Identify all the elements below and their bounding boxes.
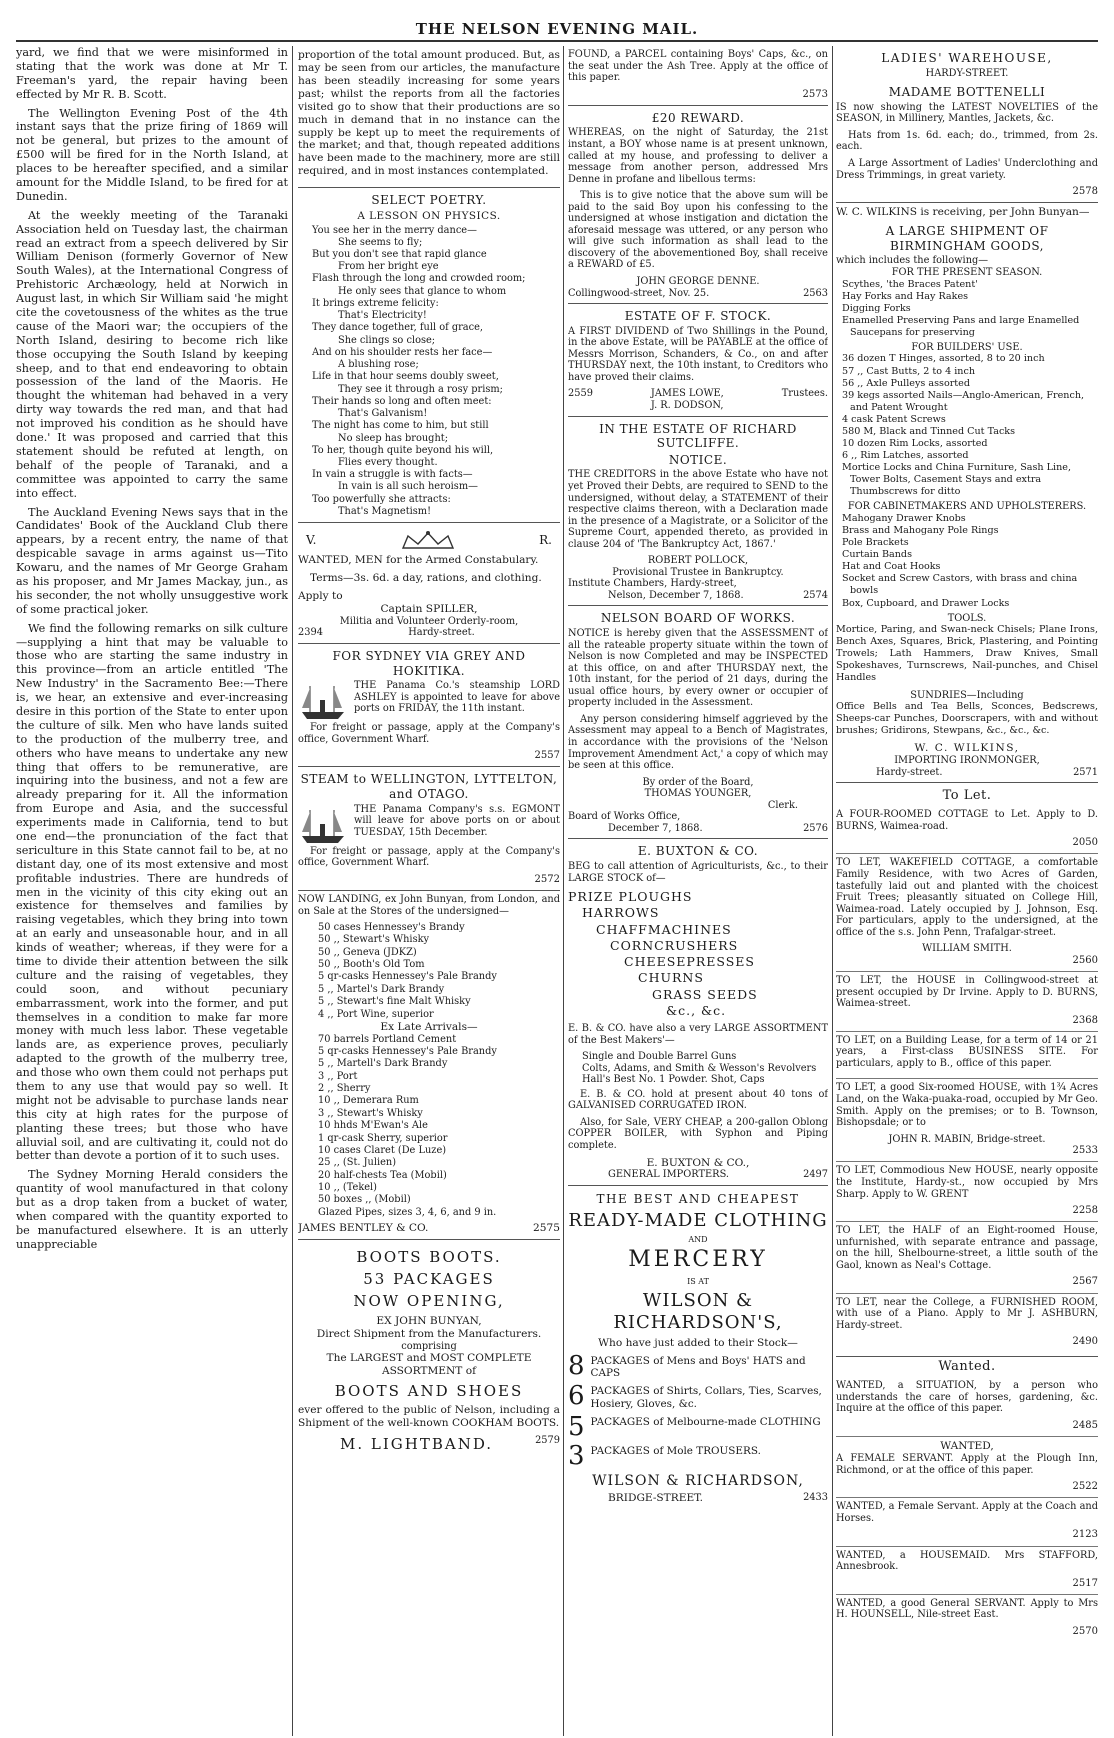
poem-line: Flash through the long and crowded room; xyxy=(312,273,526,285)
ad-number: 2533 xyxy=(1072,1145,1098,1157)
ad-signature: W. C. WILKINS, xyxy=(914,742,1020,755)
list-item: CHAFFMACHINES xyxy=(596,921,732,937)
poem-line: That's Magnetism! xyxy=(338,505,432,517)
ad-text: Apply to xyxy=(298,590,343,602)
ad-text: December 7, 1868. xyxy=(608,822,703,834)
ad-board-of-works xyxy=(568,606,828,839)
masthead xyxy=(0,0,1114,40)
ad-text: NOTICE is hereby given that the ASSESSMENT of all the rateable property situate within the town of Nelson is now Completed and may be INSPECTED at this office, on and after THURSDAY next, the 10th instant, for the period of 21 days, during the usual office hours, by every owner or occupier of property included in the Assessment. xyxy=(568,628,828,709)
ad-number: 2522 xyxy=(1072,1481,1098,1493)
list-item: Mahogany Drawer Knobs xyxy=(842,512,966,524)
ad-heading: FOR SYDNEY VIA GREY AND HOKITIKA. xyxy=(332,648,526,678)
ad-text: FOUND, a PARCEL containing Boys' Caps, &c., on the seat under the Ash Tree. Apply at the office of this paper. xyxy=(568,49,828,84)
ad-text: Collingwood-street, Nov. 25. xyxy=(568,287,710,299)
ad-subheading: Ex Late Arrivals— xyxy=(380,1020,478,1033)
ad-wilkins xyxy=(836,203,1098,783)
ad-text: TO LET, the HOUSE in Collingwood-street at present occupied by Dr Irvine. Apply to D. BURNS, Waimea-street. xyxy=(836,975,1098,1010)
poem-line: And on his shoulder rests her face— xyxy=(312,346,493,358)
poem-line: That's Electricity! xyxy=(338,310,427,322)
ad-number: 2578 xyxy=(1072,186,1098,198)
column-divider xyxy=(563,46,564,1736)
ad-text: THE Panama Company's s.s. EGMONT will leave for above ports on or about TUESDAY, 15th December. xyxy=(354,803,560,838)
article-paragraph: We find the following remarks on silk culture—supplying a hint that may be valuable to those who are starting the same industry in this province—from an article entitled 'The New Industry' in the Sacramento Bee:—There is, we hear, an extensive and ever-increasing desire in this portion of the State to enter upon the culture of silk. Men who have lands suited to the production of the mulberry tree, and others who have means to undertake any new thing that offers to be remunerative, are inquiring into the business, and not a few are already preparing for it. All the information from Europe and Asia, and the successful experiments made in California, tend to but one end—the pronunciation of the fact that sericulture in this State cannot fail to be, at no distant day, one of its most extensive and most profitable industries. There are hundreds of men in the vicinity of this city eking out an existence for themselves and families by raising vegetables, which they bring into town at an early and unseasonable hour, and in all kinds of weather; whereas, if they were for a time to divide their attention between the silk culture and the raising of vegetables, they could soon, and without pecuniary embarrassment, work into the former, and put themselves in a condition to make far more money with much less labor. These vegetable lands are, as experience proves, peculiarly adapted to the growth of the mulberry tree, and those who own them could not perhaps put them to any use that would pay so well. It might not be advisable to purchase lands near this city at high rates for the purpose of planting these trees; but those who have alluvial soil, and are cultivating it, could not do better than devote a portion of it to such uses. xyxy=(16,621,288,1163)
poem-line: She clings so close; xyxy=(338,334,436,346)
ad-number: 2517 xyxy=(1072,1577,1098,1589)
poem-line: No sleep has brought; xyxy=(338,432,448,444)
list-item: 56 ,, Axle Pulleys assorted xyxy=(842,377,970,389)
classified-ad xyxy=(836,806,1098,854)
ad-heading: BOOTS BOOTS. xyxy=(356,1247,502,1266)
ad-constabulary xyxy=(298,523,560,644)
article-paragraph: The Auckland Evening News says that in the Candidates' Book of the Auckland Club there appears, by a recent entry, the name of that despicable savage in arms against us—Tito Kowaru, and the names of Mr George Graham as his proposer, and Mr James Mackay, jun., as his seconder, the not wholly unsuggestive work of some practical joker. xyxy=(16,505,288,616)
article-paragraph: yard, we find that we were misinformed in stating that the work was done at Mr T. Freeman's yard, the repair having been effected by Mr R. B. Scott. xyxy=(16,46,288,101)
list-item: Hat and Coat Hooks xyxy=(842,561,941,573)
list-item: 3 ,, Stewart's Whisky xyxy=(318,1107,423,1119)
list-item: 70 barrels Portland Cement xyxy=(318,1033,457,1045)
section-heading: Wanted. xyxy=(938,1359,996,1375)
ad-steam-wellington xyxy=(298,767,560,891)
classified-ad xyxy=(836,1294,1098,1353)
ad-text: BRIDGE-STREET. xyxy=(608,1491,704,1504)
poem-line: In vain a struggle is with facts— xyxy=(312,469,473,481)
list-item: 10 ,, Demerara Rum xyxy=(318,1095,419,1107)
poem-line: The night has come to him, but still xyxy=(312,420,489,432)
ad-text: BEG to call attention of Agriculturists, &c., to their LARGE STOCK of— xyxy=(568,861,828,884)
ad-clothing xyxy=(568,1186,828,1504)
item-list xyxy=(836,513,1098,610)
poem-body xyxy=(298,225,560,519)
list-item: Socket and Screw Castors, with brass and china bowls xyxy=(842,573,1078,597)
newspaper-title: THE NELSON EVENING MAIL. xyxy=(415,20,699,38)
ad-text: Direct Shipment from the Manufacturers. xyxy=(316,1327,542,1340)
ad-text: WANTED, a good General SERVANT. Apply to Mrs H. HOUNSELL, Nile-street East. xyxy=(836,1597,1098,1621)
steamship-icon xyxy=(298,682,348,722)
package-row xyxy=(568,1350,828,1381)
classified-ad xyxy=(836,854,1098,972)
ad-text: By order of the Board, xyxy=(642,776,754,788)
item-list xyxy=(836,279,1098,339)
ad-heading: WANTED, xyxy=(940,1440,994,1453)
poem-line: He only sees that glance to whom xyxy=(338,285,507,297)
ad-signature: JOHN R. MABIN, Bridge-street. xyxy=(888,1133,1046,1145)
package-text: PACKAGES of Mens and Boys' HATS and CAPS xyxy=(590,1354,806,1380)
list-item: &c., &c. xyxy=(666,1002,727,1018)
list-item: Glazed Pipes, sizes 3, 4, 6, and 9 in. xyxy=(318,1206,497,1218)
ad-ladies-warehouse xyxy=(836,46,1098,203)
list-item: 1 qr-cask Sherry, superior xyxy=(318,1132,448,1144)
list-item: 10 hhds M'Ewan's Ale xyxy=(318,1120,428,1132)
steamship-icon xyxy=(298,806,348,846)
ad-number: 2579 xyxy=(535,1435,560,1447)
poem-line: They dance together, full of grace, xyxy=(312,322,484,334)
list-item: CHURNS xyxy=(638,970,704,986)
ad-text: HARDY-STREET. xyxy=(925,67,1009,79)
ad-text: WANTED, a Female Servant. Apply at the Coach and Horses. xyxy=(836,1501,1098,1524)
classified-ad xyxy=(836,1079,1098,1162)
ad-number: 2571 xyxy=(1073,766,1098,778)
poem-line: Life in that hour seems doubly sweet, xyxy=(312,371,499,383)
list-item: 3 ,, Port xyxy=(318,1070,358,1082)
column-divider xyxy=(832,46,833,1736)
ad-subheading: TOOLS. xyxy=(947,612,987,624)
list-item: Pole Brackets xyxy=(842,537,909,549)
ad-text: Office Bells and Tea Bells, Sconces, Bedscrews, Sheeps-car Punches, Doorscrapers, with and without brushes; Gridirons, Stewpans, &c., &c., &c. xyxy=(836,701,1098,737)
list-item: 6 ,, Rim Latches, assorted xyxy=(842,450,969,462)
list-item: Digging Forks xyxy=(842,302,911,314)
ad-text: THE CREDITORS in the above Estate who have not yet Proved their Debts, are required to SEND to the undersigned, without delay, a STATEMENT of their respective claims thereon, with a Declaration made in the presence of a Magistrate, or a Solicitor of the Supreme Court, appended thereto, as provided in clause 204 of 'The Bankruptcy Act, 1867.' xyxy=(568,469,828,550)
list-item: Hay Forks and Hay Rakes xyxy=(842,290,969,302)
ad-number: 2559 xyxy=(568,388,593,400)
ad-signature: THOMAS YOUNGER, xyxy=(644,788,752,800)
ad-signature: ROBERT POLLOCK, xyxy=(647,555,749,567)
ad-subheading: FOR THE PRESENT SEASON. xyxy=(891,266,1043,278)
ad-sutcliffe-estate xyxy=(568,417,828,607)
royal-crest xyxy=(298,526,560,554)
list-item: 4 cask Patent Screws xyxy=(842,413,946,425)
package-text: PACKAGES of Shirts, Collars, Ties, Scarves, Hosiery, Gloves, &c. xyxy=(590,1385,822,1410)
ad-heading: £20 REWARD. xyxy=(651,110,745,125)
article-continuation xyxy=(298,46,560,188)
ad-heading: READY-MADE CLOTHING xyxy=(568,1209,828,1231)
classified-ad xyxy=(836,1547,1098,1595)
ad-text: THE Panama Co.'s steamship LORD ASHLEY is appointed to leave for above ports on FRIDAY, the 11th instant. xyxy=(354,680,560,715)
poem-line: But you don't see that rapid glance xyxy=(312,249,487,260)
ad-boots xyxy=(298,1240,560,1454)
list-item: 10 dozen Rim Locks, assorted xyxy=(842,438,988,450)
ad-text: Nelson, December 7, 1868. xyxy=(608,589,744,601)
list-item: 39 kegs assorted Nails—Anglo-American, French, and Patent Wrought xyxy=(842,389,1085,413)
ad-text: A FEMALE SERVANT. Apply at the Plough Inn, Richmond, or at the office of this paper. xyxy=(836,1453,1098,1476)
ad-text: A FIRST DIVIDEND of Two Shillings in the Pound, in the above Estate, will be PAYABLE at the office of Messrs Morrison, Schanders, & Co., on and after THURSDAY next, the 10th instant, to Creditors who have proved their claims. xyxy=(568,325,828,383)
poem-line: She seems to fly; xyxy=(338,236,423,248)
ad-heading: 53 PACKAGES xyxy=(363,1270,495,1289)
ad-text: TO LET, near the College, a FURNISHED ROOM, with use of a Piano. Apply to Mr J. ASHBURN, Hardy-street. xyxy=(836,1296,1098,1331)
ad-text: TO LET, the HALF of an Eight-roomed House, unfurnished, with separate entrance and passage, on the hill, Shelbourne-street, a little south of the Gaol, known as Neal's Cottage. xyxy=(836,1225,1098,1271)
ad-number: 2560 xyxy=(1072,954,1098,966)
ad-number: 2570 xyxy=(1072,1625,1098,1637)
ad-number: 2050 xyxy=(1072,837,1098,849)
ad-estate-stock xyxy=(568,304,828,416)
package-text: PACKAGES of Melbourne-made CLOTHING xyxy=(590,1415,821,1428)
ad-heading: LADIES' WAREHOUSE, xyxy=(881,51,1053,65)
ad-number: 2572 xyxy=(534,873,560,885)
ad-signature: J. R. DODSON, xyxy=(650,400,724,412)
list-item: GRASS SEEDS xyxy=(652,986,758,1002)
list-item: Mortice Locks and China Furniture, Sash Line, Tower Bolts, Casement Stays and extra Thumbscrews for ditto xyxy=(842,462,1071,498)
ad-number: 2575 xyxy=(533,1221,560,1234)
ad-subheading: FOR CABINETMAKERS AND UPHOLSTERERS. xyxy=(847,501,1087,513)
ad-text: E. B. & CO. hold at present about 40 tons of GALVANISED CORRUGATED IRON. xyxy=(568,1088,828,1112)
ad-text: comprising xyxy=(401,1340,457,1352)
package-count: 3 xyxy=(568,1440,585,1471)
ad-subheading: EX JOHN BUNYAN, xyxy=(376,1314,482,1327)
ad-text: Mortice, Paring, and Swan-neck Chisels; Plane Irons, Bench Axes, Squares, Brick, Plastering, and Pointing Trowels; Lath Hammers, Draw Knives, Small Spokeshaves, Turnscrews, Nail-punches, and Chisel Handles xyxy=(836,624,1098,684)
list-item: Brass and Mahogany Pole Rings xyxy=(842,525,999,537)
poem-line: A blushing rose; xyxy=(338,359,419,371)
item-list xyxy=(298,922,560,1021)
ad-heading: WILSON & RICHARDSON'S, xyxy=(613,1289,783,1333)
ad-heading: E. BUXTON & CO. xyxy=(637,844,759,859)
crest-letter: R. xyxy=(539,532,552,547)
list-item: CORNCRUSHERS xyxy=(610,937,739,953)
classified-ad xyxy=(836,1437,1098,1498)
poem-line: Flies every thought. xyxy=(338,456,438,468)
column-divider xyxy=(292,46,293,1736)
ad-heading: ESTATE OF F. STOCK. xyxy=(624,309,772,324)
ad-reward xyxy=(568,106,828,304)
column-3 xyxy=(568,46,828,1736)
ad-heading: STEAM to WELLINGTON, LYTTELTON, and OTAGO. xyxy=(300,772,558,802)
ad-buxton xyxy=(568,839,828,1186)
ad-text: Board of Works Office, xyxy=(568,811,681,823)
list-item: 57 ,, Cast Butts, 2 to 4 inch xyxy=(842,365,976,377)
list-item: PRIZE PLOUGHS xyxy=(568,889,693,905)
section-to-let xyxy=(836,783,1098,1357)
list-item: 5 ,, Martel's Dark Brandy xyxy=(318,983,445,995)
ad-text: This is to give notice that the above sum will be paid to the said Boy upon his confessing to the undersigned at whose instigation and dictation the aforesaid message was uttered, or any person who will give such information as shall lead to the discovery of the abovementioned Boy, shall receive a REWARD of £5. xyxy=(568,190,828,271)
ad-text: Institute Chambers, Hardy-street, xyxy=(568,578,737,590)
ad-subheading: SUNDRIES—Including xyxy=(910,689,1024,701)
list-item: 2 ,, Sherry xyxy=(318,1083,371,1095)
poem-line: They see it through a rosy prism; xyxy=(338,383,503,395)
ad-heading: A LARGE SHIPMENT OF BIRMINGHAM GOODS, xyxy=(885,224,1049,253)
ad-text: Terms—3s. 6d. a day, rations, and clothing. xyxy=(310,572,542,585)
poem-line: It brings extreme felicity: xyxy=(312,297,439,309)
ad-text: For freight or passage, apply at the Company's office, Government Wharf. xyxy=(298,722,560,745)
section-wanted xyxy=(836,1359,1098,1642)
classified-ad xyxy=(836,1498,1098,1546)
ad-text: WANTED, MEN for the Armed Constabulary. xyxy=(298,554,539,567)
ad-number: 2258 xyxy=(1072,1205,1098,1217)
ad-text: TO LET, a good Six-roomed HOUSE, with 1¾ Acres Land, on the Waka-puaka-road, occupied by Mr Geo. Smith. Apply on the premises; or to B. Townson, Bishopsdale; or to xyxy=(836,1082,1098,1129)
ad-text: which includes the following— xyxy=(836,255,989,267)
ad-text: Single and Double Barrel Guns xyxy=(582,1051,737,1063)
ad-text: Any person considering himself aggrieved by the Assessment may appeal to a Bench of Magistrates, in accordance with the provisions of the 'Nelson Improvement Amendment Act,' a copy of which may be seen at this office. xyxy=(568,713,828,772)
ad-number: 2433 xyxy=(803,1491,828,1503)
classified-ad xyxy=(836,1377,1098,1437)
package-row xyxy=(568,1411,828,1442)
package-list xyxy=(568,1350,828,1471)
ad-signature: JOHN GEORGE DENNE. xyxy=(636,276,760,288)
ad-number: 2497 xyxy=(803,1169,828,1181)
ad-text: Trustees. xyxy=(781,388,828,400)
ad-signature: Captain SPILLER, xyxy=(380,602,478,615)
ad-subheading: MADAME BOTTENELLI xyxy=(888,85,1046,100)
list-item: 50 cases Hennessey's Brandy xyxy=(318,922,465,934)
ad-number: 2563 xyxy=(803,287,828,299)
ad-text: AND xyxy=(688,1234,708,1244)
ad-text: E. B. & CO. have also a very LARGE ASSORTMENT of the Best Makers'— xyxy=(568,1023,828,1046)
ad-text: IMPORTING IRONMONGER, xyxy=(894,755,1040,767)
ad-text: WANTED, a HOUSEMAID. Mrs STAFFORD, Annesbrook. xyxy=(836,1549,1098,1573)
package-row xyxy=(568,1383,828,1410)
ad-text: Colts, Adams, and Smith & Wesson's Revolvers xyxy=(582,1062,817,1074)
ad-number: 2368 xyxy=(1072,1014,1098,1026)
ad-text: Also, for Sale, VERY CHEAP, a 200-gallon Oblong COPPER BOILER, with Syphon and Piping complete. xyxy=(568,1116,828,1152)
ad-text: Hall's Best No. 1 Powder. Shot, Caps xyxy=(582,1074,765,1086)
list-item: 580 M, Black and Tinned Cut Tacks xyxy=(842,425,1016,437)
list-item: 50 boxes ,, (Mobil) xyxy=(318,1194,411,1206)
poem-line: To her, though quite beyond his will, xyxy=(312,444,494,456)
item-list xyxy=(298,1034,560,1219)
ad-found-parcel xyxy=(568,46,828,106)
list-item: 50 ,, Booth's Old Tom xyxy=(318,959,425,971)
list-item: Curtain Bands xyxy=(842,549,912,561)
package-count: 5 xyxy=(568,1411,585,1442)
ad-number: 2490 xyxy=(1072,1336,1098,1348)
ad-signature: E. BUXTON & CO., xyxy=(646,1156,750,1169)
ad-text: IS now showing the LATEST NOVELTIES of the SEASON, in Millinery, Mantles, Jackets, &c. xyxy=(836,101,1098,125)
crest-letter: V. xyxy=(306,532,317,547)
list-item: 36 dozen T Hinges, assorted, 8 to 20 inch xyxy=(842,353,1045,365)
ad-signature: M. LIGHTBAND. xyxy=(339,1435,494,1454)
classified-ad xyxy=(836,1032,1098,1080)
ad-text: Hardy-street. xyxy=(408,627,475,639)
ad-number: 2557 xyxy=(534,750,560,762)
ad-number: 2576 xyxy=(803,822,828,834)
ad-now-landing xyxy=(298,891,560,1240)
masthead-rule xyxy=(16,40,1098,42)
list-item: 10 cases Claret (De Luze) xyxy=(318,1144,447,1156)
article-paragraph: At the weekly meeting of the Taranaki Association held on Tuesday last, the chairman read an extract from a speech delivered by Sir William Denison (formerly Governor of New South Wales), at the International Congress of Prehistoric Archæology, held at Norwich in August last, in which Sir William said 'he might cite the covetousness of the whites as the true cause of the Maori war; the occupiers of the North Island, desiring to become rich like those occupying the South Island by keeping sheep, and to that end endeavoring to obtain possession of the land of the Maoris. He thought the whiteman had behaved in a very dirty way towards the red man, and that had not improved his condition as he should have done.' It was proposed and carried that this statement should be refuted at length, on behalf of the people of Taranaki, and a committee was appointed to carry the same into effect. xyxy=(16,208,288,500)
poem-line: You see her in the merry dance— xyxy=(312,224,477,236)
article-paragraph: The Wellington Evening Post of the 4th instant says that the prize firing of 1869 will not be general, but prizes to the amount of £500 will be fired for in the North Island, at places to be hereafter specified, and a similar amount for the Middle Island, to be fired for at Dunedin. xyxy=(16,106,288,203)
poem-title: A LESSON ON PHYSICS. xyxy=(357,209,501,222)
list-item: 20 half-chests Tea (Mobil) xyxy=(318,1169,447,1181)
ad-text: TO LET, WAKEFIELD COTTAGE, a comfortable Family Residence, with two Acres of Garden, tastefully laid out and planted with the choicest Fruit Trees; pleasantly situated on College Hill, Waimea-road. Lately occupied by J. Johnson, Esq. For particulars, apply to the undersigned, at the office of the s.s. John Penn, Trafalgar-street. xyxy=(836,857,1098,938)
ad-text: For freight or passage, apply at the Company's office, Government Wharf. xyxy=(298,845,560,869)
ad-number: 2574 xyxy=(803,589,828,601)
list-item: 5 ,, Martell's Dark Brandy xyxy=(318,1058,448,1070)
list-item: 10 ,, (Tekel) xyxy=(318,1181,378,1193)
ad-number: 2123 xyxy=(1072,1529,1098,1541)
classified-ad xyxy=(836,1595,1098,1642)
ad-text: WANTED, a SITUATION, by a person who understands the care of horses, gardening, &c. Inquire at the office of this paper. xyxy=(836,1380,1098,1415)
ad-text: Who have just added to their Stock— xyxy=(598,1336,798,1349)
ad-subheading: FOR BUILDERS' USE. xyxy=(911,341,1023,353)
ad-text: Provisional Trustee in Bankruptcy. xyxy=(612,566,784,578)
ad-text: The LARGEST and MOST COMPLETE ASSORTMENT of xyxy=(326,1352,532,1378)
ad-number: 2394 xyxy=(298,627,323,639)
ad-list xyxy=(836,806,1098,1352)
ad-text: A FOUR-ROOMED COTTAGE to Let. Apply to D. BURNS, Waimea-road. xyxy=(836,809,1098,832)
ad-signature: JAMES LOWE, xyxy=(650,388,724,400)
ad-text: IS AT xyxy=(687,1277,709,1287)
ad-text: TO LET, Commodious New HOUSE, nearly opposite the Institute, Hardy-st., now occupied by Mrs Sharp. Apply to W. GRENT xyxy=(836,1165,1098,1200)
ad-text: TO LET, on a Building Lease, for a term of 14 or 21 years, a First-class BUSINESS SITE. For particulars, apply to B., office of this paper. xyxy=(836,1034,1098,1069)
ad-heading: BOOTS AND SHOES xyxy=(334,1381,524,1400)
column-2 xyxy=(298,46,560,1736)
list-item: 25 ,, (St. Julien) xyxy=(318,1157,397,1169)
ad-text: NOW LANDING, ex John Bunyan, from London, and on Sale at the Stores of the undersigned— xyxy=(298,894,560,917)
section-heading: SELECT POETRY. xyxy=(371,193,487,208)
ad-text: ever offered to the public of Nelson, including a Shipment of the well-known COOKHAM BOOTS. xyxy=(298,1404,560,1430)
list-item: 50 ,, Stewart's Whisky xyxy=(318,934,430,946)
ad-text: A Large Assortment of Ladies' Underclothing and Dress Trimmings, in great variety. xyxy=(836,157,1098,181)
section-heading: To Let. xyxy=(942,788,992,804)
ad-text: Clerk. xyxy=(767,799,798,811)
list-item: 4 ,, Port Wine, superior xyxy=(318,1008,434,1020)
ad-heading: THE BEST AND CHEAPEST xyxy=(596,1192,800,1207)
ad-signature: JAMES BENTLEY & CO. xyxy=(298,1221,429,1234)
list-item: 5 qr-casks Hennessey's Pale Brandy xyxy=(318,1046,497,1058)
ad-number: 2567 xyxy=(1072,1276,1098,1288)
package-text: PACKAGES of Mole TROUSERS. xyxy=(590,1444,761,1457)
classified-ad xyxy=(836,1222,1098,1293)
poetry-section xyxy=(298,188,560,523)
ad-heading: MERCERY xyxy=(628,1247,768,1273)
list-item: 5 ,, Stewart's fine Malt Whisky xyxy=(318,996,471,1008)
ad-text: Militia and Volunteer Orderly-room, xyxy=(339,615,519,627)
ad-heading: NOW OPENING, xyxy=(353,1292,505,1311)
poem-line: Their hands so long and often meet: xyxy=(312,395,492,407)
package-row xyxy=(568,1440,828,1471)
ad-text: W. C. WILKINS is receiving, per John Bunyan— xyxy=(836,206,1090,219)
ad-text: Hats from 1s. 6d. each; do., trimmed, from 2s. each. xyxy=(836,129,1098,153)
list-item: Box, Cupboard, and Drawer Locks xyxy=(842,597,1010,609)
poem-line: In vain is all such heroism— xyxy=(338,481,478,493)
list-item: HARROWS xyxy=(582,905,660,921)
list-item: Scythes, 'the Braces Patent' xyxy=(842,278,978,290)
item-list xyxy=(836,353,1098,498)
ad-text: Hardy-street. xyxy=(876,766,943,778)
crown-icon xyxy=(398,530,458,550)
poem-line: That's Galvanism! xyxy=(338,408,428,420)
list-item: CHEESEPRESSES xyxy=(624,954,755,970)
ad-signature: WILLIAM SMITH. xyxy=(922,943,1012,955)
item-list xyxy=(568,889,828,1019)
poem-line: Too powerfully she attracts: xyxy=(312,493,451,505)
list-item: 5 qr-casks Hennessey's Pale Brandy xyxy=(318,971,497,983)
ad-text: GENERAL IMPORTERS. xyxy=(608,1169,730,1181)
poem-line: From her bright eye xyxy=(338,261,439,273)
ad-list xyxy=(836,1377,1098,1642)
classified-ad xyxy=(836,972,1098,1032)
article-paragraph: The Sydney Morning Herald considers the quantity of wool manufactured in that colony but as a drop taken from a bucket of water, when compared with the quantity exported to be manufactured elsewhere. It is an utterly unappreciable xyxy=(16,1168,288,1251)
column-4 xyxy=(836,46,1098,1736)
ad-signature: WILSON & RICHARDSON, xyxy=(592,1472,804,1489)
package-count: 6 xyxy=(568,1381,585,1412)
ad-number: 2485 xyxy=(1072,1419,1098,1431)
ad-sydney-steamer xyxy=(298,644,560,768)
list-item: Enamelled Preserving Pans and large Enamelled Saucepans for preserving xyxy=(842,314,1080,338)
list-item: 50 ,, Geneva (JDKZ) xyxy=(318,946,417,958)
ad-subheading: NOTICE. xyxy=(668,452,728,467)
article-paragraph: proportion of the total amount produced. But, as may be seen from our articles, the manufacture has been steadily increasing for some years past; whilst the reports from all the factories visited go to show that their productions are so much in demand that in no instance can the supply be kept up to meet the requirements of the market; and that, though repeated additions have been made to the machinery, more are still required, and in most instances contemplated. xyxy=(298,49,560,178)
ad-text: WHEREAS, on the night of Saturday, the 21st instant, a BOY whose name is at present unknown, called at my house, and professing to deliver a message from another person, addressed Mrs Denne in profane and libellous terms: xyxy=(568,127,828,185)
package-count: 8 xyxy=(568,1350,585,1381)
ad-number: 2573 xyxy=(802,88,828,100)
ad-heading: IN THE ESTATE OF RICHARD SUTCLIFFE. xyxy=(599,421,797,451)
column-1 xyxy=(16,46,288,1736)
classified-ad xyxy=(836,1162,1098,1222)
ad-heading: NELSON BOARD OF WORKS. xyxy=(600,611,796,626)
